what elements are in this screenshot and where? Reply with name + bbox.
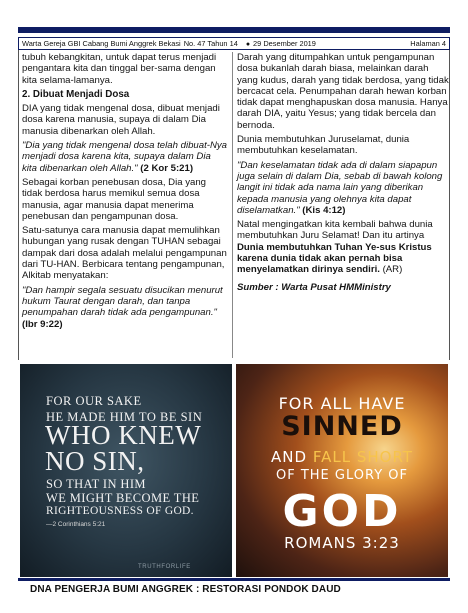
page-header: [18, 37, 450, 50]
bottom-rule: [18, 578, 450, 581]
scripture-image-2-corinthians: [20, 364, 232, 577]
image-headline: SINNED: [281, 411, 403, 442]
closing-emphasis: Dunia membutuhkan Tuhan Ye-sus Kristus karena dunia tidak akan pernah bisa menyelamatkan dirinya sendiri.: [237, 241, 432, 276]
image-text-line: FOR ALL HAVE: [278, 394, 406, 413]
scripture-reference: (Kis 4:12): [302, 204, 346, 216]
paragraph: Satu-satunya cara manusia dapat memulihkan hubungan yang rusak dengan TUHAN sebagai dampak dari dosa adalah melalui pengampunan dari TU-HAN. Berbicara tentang pengampunan, Alkitab menyatakan:: [22, 225, 227, 282]
quote-text: "Dan hampir segala sesuatu disucikan menurut hukum Taurat dengan darah, dan tanpa penumpahan darah tidak ada pengampunan.": [22, 284, 223, 319]
page-number: Halaman 4: [410, 39, 446, 48]
image-text-line: SO THAT IN HIM: [46, 477, 146, 491]
image-text-line: WE MIGHT BECOME THE: [46, 491, 200, 505]
author-initials: (AR): [382, 264, 403, 276]
image-verse-reference: —2 Corinthians 5:21: [46, 521, 106, 528]
scripture-image-romans: [236, 364, 448, 577]
publication-name: Warta Gereja GBI Cabang Bumi Anggrek Bekasi: [22, 39, 181, 48]
closing-paragraph: [237, 219, 449, 275]
header-left: [22, 38, 319, 49]
scripture-reference: (2 Kor 5:21): [140, 162, 194, 174]
bullet-icon: ●: [245, 41, 251, 48]
column-divider: [232, 52, 233, 358]
footer-motto: DNA PENGERJA BUMI ANGGREK : RESTORASI PONDOK DAUD: [30, 584, 341, 595]
quote-text: "Dan keselamatan tidak ada di dalam siapapun juga selain di dalam Dia, sebab di bawah kolong langit ini tidak ada nama lain yang diberikan kepada manusia yang olehnya kita dapat diselamatkan.": [237, 159, 443, 216]
scripture-quote: [22, 285, 228, 330]
source-credit: Sumber : Warta Pusat HMMinistry: [237, 281, 391, 293]
image-text-line: FOR OUR SAKE: [46, 394, 142, 408]
paragraph: Sebagai korban penebusan dosa, Dia yang tidak berdosa harus memikul semua dosa manusia, agar manusia dapat menerima penebusan dan pengampunan dosa.: [22, 176, 207, 222]
image-text-line: HE MADE HIM TO BE SIN: [46, 410, 203, 424]
paragraph: Dunia membutuhkan Juruselamat, dunia membutuhkan keselamatan.: [237, 134, 410, 157]
image-text-line: RIGHTEOUSNESS OF GOD.: [46, 505, 194, 517]
image-verse-reference: ROMANS 3:23: [284, 534, 400, 552]
image-headline: WHO KNEW: [45, 420, 202, 450]
image-watermark: TRUTHFORLIFE: [138, 564, 191, 570]
scripture-quote: [22, 140, 228, 174]
right-column: [237, 52, 449, 296]
quote-text: "Dia yang tidak mengenal dosa telah dibuat-Nya menjadi dosa karena kita, supaya dalam Dia kita dibenarkan oleh Allah.": [22, 140, 228, 174]
top-rule: [18, 27, 450, 33]
paragraph: Darah yang ditumpahkan untuk pengampunan dosa bukanlah darah biasa, melainkan darah yang kudus, darah yang tidak berdosa, yang tidak bercacat cela. Penumpahan darah hewan korban tidak dapat menghapuskan dosa manusia. Hanya darah DIA, yaitu Yesus; yang tidak bercela dan bernoda.: [237, 52, 449, 131]
image-text-line: OF THE GLORY OF: [276, 468, 408, 483]
image-text-line: [236, 448, 448, 466]
paragraph: DIA yang tidak mengenal dosa, dibuat menjadi dosa karena manusia, supaya di dalam Dia manusia dibenarkan oleh Allah.: [22, 103, 220, 137]
left-column: [22, 52, 228, 333]
image-headline: NO SIN,: [45, 446, 145, 476]
image-word: AND: [271, 448, 308, 466]
scripture-reference: (Ibr 9:22): [22, 318, 63, 330]
intro-paragraph: tubuh kebangkitan, untuk dapat terus menjadi pengantara kita dan tinggal ber-sama dengan kita selama-lamanya.: [22, 52, 217, 86]
image-headline: GOD: [282, 486, 402, 537]
closing-text: Natal mengingatkan kita kembali bahwa dunia membutuhkan Juru Selamat! Dan itu artinya: [237, 219, 433, 242]
section-heading: 2. Dibuat Menjadi Dosa: [22, 88, 130, 100]
issue-number: No. 47 Tahun 14: [183, 39, 238, 48]
issue-date: 29 Desember 2019: [253, 39, 316, 48]
image-highlight: FALL SHORT: [312, 448, 413, 466]
scripture-quote: [237, 160, 449, 216]
